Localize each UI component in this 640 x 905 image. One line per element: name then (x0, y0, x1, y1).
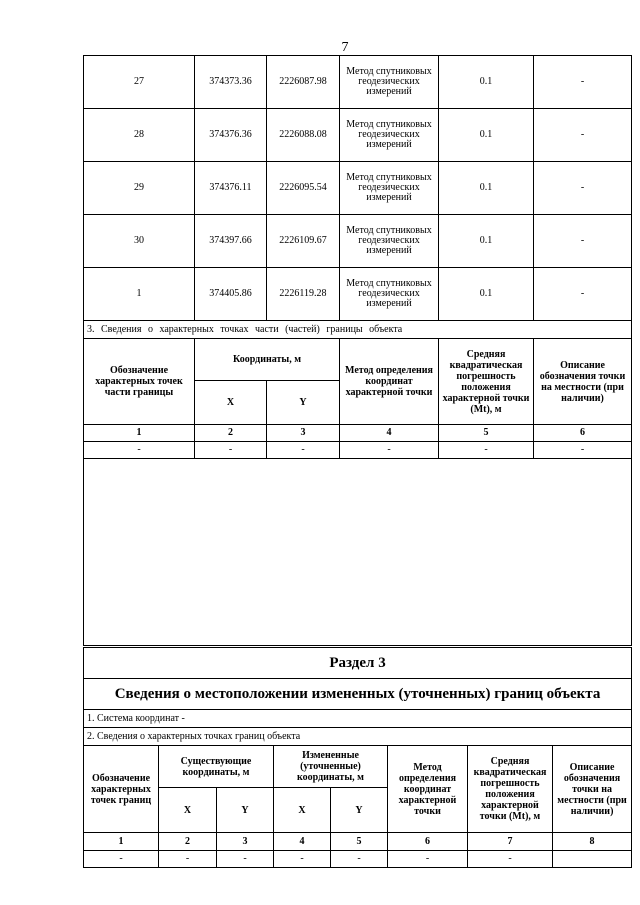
coord-x: 374405.86 (195, 268, 267, 321)
method-header: Метод определения координат характерной точки (388, 746, 468, 833)
column-number: 4 (340, 425, 439, 442)
empty-cell: - (388, 851, 468, 868)
empty-cell: - (84, 851, 159, 868)
column-numbers-row (84, 425, 632, 442)
section-subtitle: Сведения о местоположении измененных (уточненных) границ объекта (84, 679, 632, 710)
point-number: 1 (84, 268, 195, 321)
method: Метод спутниковых геодезических измерений (340, 215, 439, 268)
y-header: Y (331, 788, 388, 833)
column-numbers-row (84, 833, 632, 851)
designation-header: Обозначение характерных точек части границы (84, 339, 195, 425)
section-title: Раздел 3 (84, 648, 632, 679)
y-header: Y (217, 788, 274, 833)
point-number: 30 (84, 215, 195, 268)
empty-cell (553, 851, 632, 868)
accuracy: 0.1 (439, 56, 534, 109)
empty-cell: - (84, 442, 195, 459)
column-number: 6 (388, 833, 468, 851)
coordinates-table-part (83, 55, 632, 646)
changed-coords-header: Измененные (уточненные) координаты, м (274, 746, 388, 788)
description: - (534, 56, 632, 109)
table-row (84, 268, 632, 321)
empty-cell: - (468, 851, 553, 868)
table-row (84, 442, 632, 459)
x-header: X (195, 381, 267, 425)
coord-x: 374376.36 (195, 109, 267, 162)
column-number: 3 (217, 833, 274, 851)
x-header: X (159, 788, 217, 833)
empty-cell: - (340, 442, 439, 459)
description: - (534, 109, 632, 162)
point-number: 28 (84, 109, 195, 162)
empty-cell: - (217, 851, 274, 868)
points-section-title: 2. Сведения о характерных точках границ объекта (84, 728, 632, 746)
column-number: 6 (534, 425, 632, 442)
empty-cell: - (267, 442, 340, 459)
table-row (84, 162, 632, 215)
method: Метод спутниковых геодезических измерений (340, 56, 439, 109)
accuracy: 0.1 (439, 268, 534, 321)
designation-header: Обозначение характерных точек границ (84, 746, 159, 833)
column-number: 7 (468, 833, 553, 851)
description: - (534, 268, 632, 321)
coord-x: 374373.36 (195, 56, 267, 109)
y-header: Y (267, 381, 340, 425)
method-header: Метод определения координат характерной точки (340, 339, 439, 425)
existing-coords-header: Существующие координаты, м (159, 746, 274, 788)
column-number: 3 (267, 425, 340, 442)
point-number: 29 (84, 162, 195, 215)
part-section-title: 3. Сведения о характерных точках части (частей) границы объекта (84, 321, 632, 339)
accuracy-header: Средняя квадратическая погрешность положения характерной точки (Mt), м (468, 746, 553, 833)
coordinate-system: 1. Система координат - (84, 710, 632, 728)
method: Метод спутниковых геодезических измерений (340, 162, 439, 215)
table-row (84, 56, 632, 109)
coordinates-header: Координаты, м (195, 339, 340, 381)
description-header: Описание обозначения точки на местности (при наличии) (553, 746, 632, 833)
method: Метод спутниковых геодезических измерений (340, 268, 439, 321)
coord-y: 2226087.98 (267, 56, 340, 109)
column-number: 4 (274, 833, 331, 851)
column-number: 2 (159, 833, 217, 851)
accuracy: 0.1 (439, 215, 534, 268)
accuracy: 0.1 (439, 109, 534, 162)
empty-cell: - (159, 851, 217, 868)
column-number: 2 (195, 425, 267, 442)
accuracy: 0.1 (439, 162, 534, 215)
blank-area (84, 459, 632, 646)
description: - (534, 162, 632, 215)
point-number: 27 (84, 56, 195, 109)
empty-cell: - (274, 851, 331, 868)
x-header: X (274, 788, 331, 833)
column-number: 8 (553, 833, 632, 851)
table-row (84, 109, 632, 162)
table-row (84, 215, 632, 268)
coord-y: 2226088.08 (267, 109, 340, 162)
method: Метод спутниковых геодезических измерений (340, 109, 439, 162)
coord-y: 2226119.28 (267, 268, 340, 321)
coord-y: 2226109.67 (267, 215, 340, 268)
column-number: 1 (84, 833, 159, 851)
description: - (534, 215, 632, 268)
page-number: 7 (341, 40, 349, 55)
description-header: Описание обозначения точки на местности (при наличии) (534, 339, 632, 425)
accuracy-header: Средняя квадратическая погрешность положения характерной точки (Mt), м (439, 339, 534, 425)
empty-cell: - (331, 851, 388, 868)
column-number: 5 (439, 425, 534, 442)
table-row (84, 851, 632, 868)
section-3-table (83, 647, 632, 868)
coord-y: 2226095.54 (267, 162, 340, 215)
empty-cell: - (439, 442, 534, 459)
column-number: 1 (84, 425, 195, 442)
empty-cell: - (195, 442, 267, 459)
empty-cell: - (534, 442, 632, 459)
coord-x: 374397.66 (195, 215, 267, 268)
coord-x: 374376.11 (195, 162, 267, 215)
column-number: 5 (331, 833, 388, 851)
